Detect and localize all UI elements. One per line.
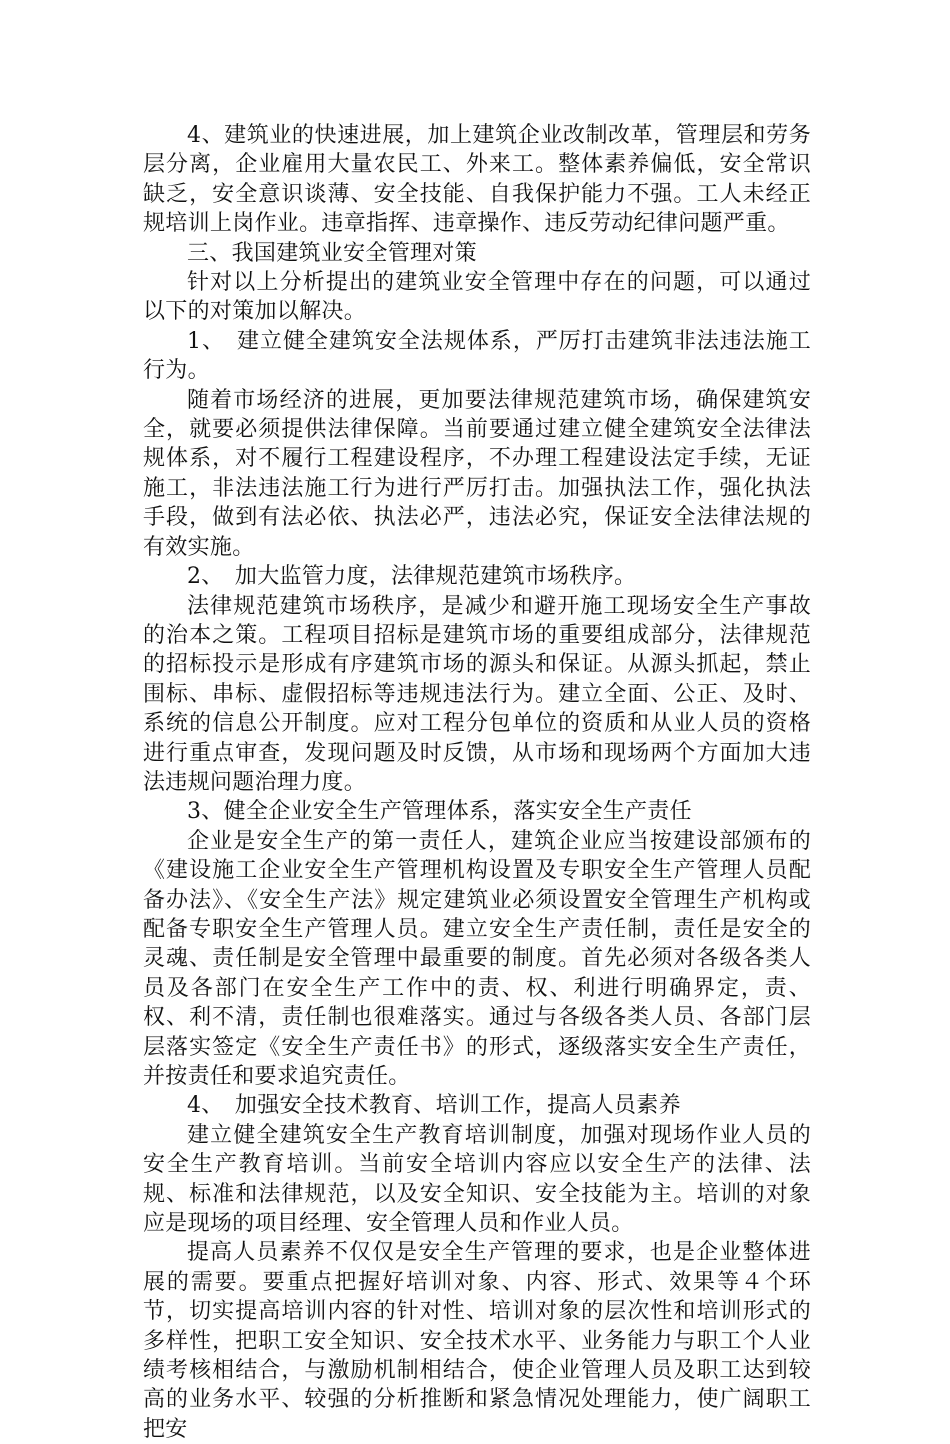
document-body [143,121,811,1444]
paragraph-2: 针对以上分析提出的建筑业安全管理中存在的问题，可以通过以下的对策加以解决。 [143,270,811,325]
item-4-heading: 4、 加强安全技术教育、培训工作，提高人员素养 [187,1093,681,1119]
paragraph-7: 提高人员素养不仅仅是安全生产管理的要求，也是企业整体进展的需要。要重点把握好培训对象、内容、形式、效果等４个环节，切实提高培训内容的针对性、培训对象的层次性和培训形式的多样性，把职工安全知识、安全技术水平、业务能力与职工个人业绩考核相结合，与激励机制相结合，使企业管理人员及职工达到较高的业务水平、较强的分析推断和紧急情况处理能力，使广阔职工把安 [143,1240,811,1442]
section-heading: 三、我国建筑业安全管理对策 [187,240,477,266]
paragraph-3: 随着市场经济的进展，更加要法律规范建筑市场，确保建筑安全，就要必须提供法律保障。当前要通过建立健全建筑安全法律法规体系，对不履行工程建设程序，不办理工程建设法定手续，无证施工，非法违法施工行为进行严厉打击。加强执法工作，强化执法手段，做到有法必依、执法必严，违法必究，保证安全法律法规的有效实施。 [143,387,811,560]
item-1-heading: 1、 建立健全建筑安全法规体系，严厉打击建筑非法违法施工行为。 [143,328,811,384]
item-3-heading: 3、健全企业安全生产管理体系，落实安全生产责任 [187,799,692,825]
paragraph-6: 建立健全建筑安全生产教育培训制度，加强对现场作业人员的安全生产教育培训。当前安全培训内容应以安全生产的法律、法规、标准和法律规范，以及安全知识、安全技能为主。培训的对象应是现场的项目经理、安全管理人员和作业人员。 [143,1122,811,1237]
item-2-heading: 2、 加大监管力度，法律规范建筑市场秩序。 [187,564,637,590]
paragraph-1: 4、建筑业的快速进展，加上建筑企业改制改革，管理层和劳务层分离，企业雇用大量农民工、外来工。整体素养偏低，安全常识缺乏，安全意识谈薄、安全技能、自我保护能力不强。工人未经正规培训上岗作业。违章指挥、违章操作、违反劳动纪律问题严重。 [143,123,811,237]
paragraph-5: 企业是安全生产的第一责任人，建筑企业应当按建设部颁布的《建设施工企业安全生产管理机构设置及专职安全生产管理人员配备办法》、《安全生产法》规定建筑业必须设置安全管理生产机构或配备专职安全生产管理人员。建立安全生产责任制，责任是安全的灵魂、责任制是安全管理中最重要的制度。首先必须对各级各类人员及各部门在安全生产工作中的责、权、利进行明确界定，责、权、利不清，责任制也很难落实。通过与各级各类人员、各部门层层落实签定《安全生产责任书》的形式，逐级落实安全生产责任，并按责任和要求追究责任。 [143,828,811,1089]
paragraph-4: 法律规范建筑市场秩序，是减少和避开施工现场安全生产事故的治本之策。工程项目招标是建筑市场的重要组成部分，法律规范的招标投示是形成有序建筑市场的源头和保证。从源头抓起，禁止围标、串标、虚假招标等违规违法行为。建立全面、公正、及时、系统的信息公开制度。应对工程分包单位的资质和从业人员的资格进行重点审查，发现问题及时反馈，从市场和现场两个方面加大违法违规问题治理力度。 [143,593,811,795]
